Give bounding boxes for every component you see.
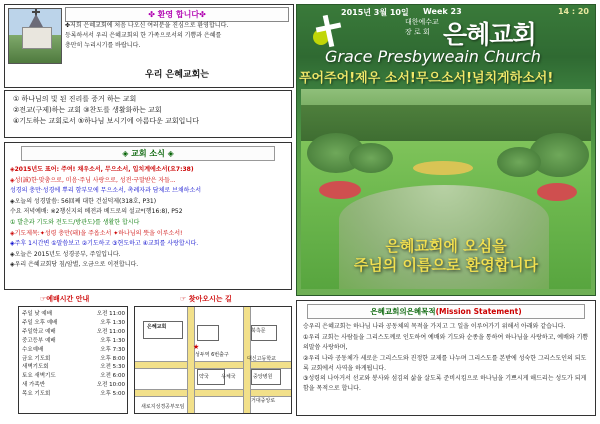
schedule-row	[22, 372, 125, 381]
schedule-time: 오후 5:00	[100, 391, 125, 398]
schedule-name: 주일학교 예배	[22, 328, 56, 335]
mission-statement-body	[297, 321, 595, 394]
mission-statement-box	[296, 300, 596, 416]
church-purpose-box	[4, 90, 292, 138]
service-schedule-table	[18, 306, 128, 414]
news-item: ◈오늘은 2015년도 성경공부, 주일입니다.	[10, 250, 121, 258]
news-item: 수요 저녁예배: ※2챙신지의 베전과 베드로의 설교*(행16:8), P52	[10, 208, 183, 216]
map-label: 북측문	[251, 328, 266, 334]
church-photo	[8, 8, 62, 64]
news-item: ◈기도제목:✦성령 충만(돼)을 주옵소서 ✦하나님의 뜻을 이루소서!	[10, 229, 183, 237]
mission-item: ②우리 나라 공동체가 세로운 그리스도와 진정한 교제를 나누며 그리스도를 본받에 성숙한 그리스도인의 되도록 교회에서 사역을 하게됩니다.	[303, 354, 587, 372]
news-item: ◈우리 은혜교회당 침/암별, 오금으로 이전합니다.	[10, 261, 139, 269]
news-item: ① 발춘과 기도와 전도드/방관도)를 생활한 합시다	[10, 218, 140, 226]
schedule-time: 오전 5:30	[100, 364, 125, 371]
map-star-icon: ★	[193, 343, 200, 351]
mission-intro: 승우리 은혜교회는 하나님 나라 공동체의 목적을 가지고 그 일을 이루어가기 위해서 아래와 같습니다.	[303, 323, 566, 330]
welcome-footer: 우리 은혜교회는	[145, 70, 209, 80]
photo-flowerbed-shape	[319, 181, 361, 199]
mission-item: ①우리 교회는 사람들을 그리스도께로 인도하여 예배와 기도와 순종을 통하여 하나님을 사랑하고, 예배와 기쁨의말씀 사랑하며,	[303, 333, 589, 351]
schedule-name: 중고등부 예배	[22, 337, 56, 344]
welcome-line: ✤저희 은혜교회에 처음 나오신 여러분을 진심으로 환영합니다.	[65, 22, 229, 29]
banner-page-numbers: 14 : 20	[557, 7, 589, 16]
photo-bush-shape	[349, 143, 393, 173]
schedule-row	[22, 310, 125, 319]
photo-flowerbed-shape	[537, 183, 577, 201]
church-name-english: Grace Presbyweain Church	[325, 47, 541, 66]
news-item: 성경의 충만·성경에 뿌리 함부모에 무으소서, 촉례자과 담체로 브채하소서	[10, 187, 202, 195]
denomination-line-2: 장 로 회	[405, 28, 430, 36]
schedule-time: 오전 6:00	[100, 373, 125, 380]
photo-bush-shape	[497, 147, 541, 177]
map-label: 중앙병원	[253, 374, 273, 380]
map-label: 우체국	[221, 374, 236, 380]
banner-header	[296, 4, 596, 296]
right-column	[296, 4, 596, 420]
overlay-line-1: 은혜교회에 오심을	[385, 237, 507, 255]
schedule-name: 주일 오후 예배	[22, 319, 58, 326]
schedule-time: 오후 8:00	[100, 355, 125, 362]
garden-photo	[301, 89, 591, 289]
schedule-row	[22, 390, 125, 399]
schedule-time: 오후 7:30	[100, 346, 125, 353]
mission-title-en: (Mission Statement)	[435, 307, 522, 316]
map-label: 성두역 6번출구	[195, 352, 229, 358]
schedule-name: 목요 기도회	[22, 391, 51, 398]
steeple-shape	[29, 14, 43, 27]
left-column	[4, 4, 294, 420]
church-news-title: ◈ 교회 소식 ◈	[21, 146, 275, 161]
mission-statement-title	[307, 304, 585, 319]
welcome-line: 충만히 누리시기를 바랍니다.	[65, 42, 141, 49]
news-item: ◈2015년도 표어: 주여! 채우소서, 무으소서, 입치계에소서(요7:38)	[10, 166, 194, 173]
schedule-name: 주일 낮 예배	[22, 311, 53, 317]
banner-verse-text: 푸어주어!제우 소서!무으소서!넘치게하소서!	[299, 71, 554, 86]
service-times-header: ☞예배시간 안내	[40, 295, 90, 303]
overlay-line-2: 주님의 이름으로 환영합니다	[353, 255, 539, 274]
purpose-line: ④기도하는 교회로서 ⑤하나님 보시기에 아름다운 교회입니다	[13, 116, 199, 125]
church-news-list	[5, 163, 291, 270]
schedule-name: 토요 새벽기도	[22, 373, 56, 380]
welcome-box	[4, 4, 294, 88]
purpose-line: ②전교(구제)하는 교회 ③찬도를 생활화하는 교회	[13, 105, 162, 114]
schedule-row	[22, 328, 125, 337]
map-road-horizontal	[135, 389, 292, 397]
banner-week: Week 23	[423, 7, 462, 16]
directions-header: ☞ 찾아오시는 길	[180, 295, 232, 303]
banner-date: 2015년 3월 10일	[341, 8, 409, 17]
map-label: 거대중앙로	[251, 398, 276, 404]
schedule-row	[22, 319, 125, 328]
cross-icon-bar	[32, 11, 40, 13]
schedule-row	[22, 363, 125, 372]
church-name-title: 은혜교회	[443, 20, 536, 49]
mission-item: ③성령의 나아거서 선교와 봉사와 섬김의 삶을 살도록 준비시킴으로 하나님을 기쁘시게 해드리는 성도가 되게 함을 목적으로 합니다.	[303, 375, 587, 393]
schedule-time: 오후 1:30	[100, 319, 125, 326]
map-road-vertical	[187, 307, 195, 414]
welcome-line: 등록하셔서 우리 은혜교회의 한 가족으로서의 기쁨과 은혜를	[65, 32, 222, 39]
welcome-header: ✤ 환영 합니다✤	[65, 7, 289, 22]
schedule-row	[22, 355, 125, 364]
location-map	[134, 306, 292, 414]
news-item: ◈성(誠)한·맞춤으로, 미음·주님 사랑으로, 성전·구말받은 자들...	[10, 176, 176, 184]
map-block	[197, 325, 219, 341]
welcome-text	[65, 21, 289, 51]
cross-logo-icon	[311, 15, 345, 49]
map-label: 새로지성경공부모임	[141, 404, 185, 410]
schedule-name: 금요 기도회	[22, 355, 51, 362]
news-item: ◈오늘의 성경말씀: 56回째 대한 건설덕제(318호, P31)	[10, 197, 157, 205]
map-road-horizontal	[135, 361, 292, 369]
map-label: 약국	[199, 374, 209, 380]
schedule-name: 수요예배	[22, 346, 44, 353]
schedule-time: 오전 11:00	[96, 311, 125, 317]
mission-title-ko: 은혜교회의은혜목적	[370, 307, 436, 316]
map-church-label: 은혜교회	[147, 324, 167, 330]
schedule-name: 새 가족반	[22, 382, 46, 389]
news-item: ◈주후 1시간변 ①말씀보고 ②기도하고 ③현도하고 ④교회를 사랑합시다.	[10, 240, 199, 248]
photo-flowerbed-shape	[413, 161, 473, 175]
denomination-line-1: 대한예수교	[405, 18, 439, 26]
photo-overlay-text	[301, 237, 591, 275]
map-label: 대신고등학교	[247, 356, 276, 362]
schedule-row	[22, 346, 125, 355]
schedule-row	[22, 337, 125, 346]
schedule-name: 새벽기도회	[22, 364, 49, 371]
church-building-shape	[22, 27, 52, 49]
schedule-time: 오전 10:00	[96, 382, 125, 389]
purpose-line: ① 하나님의 빛 된 진리를 증거 하는 교회	[13, 95, 137, 103]
schedule-row	[22, 381, 125, 390]
church-news-box	[4, 142, 292, 290]
schedule-time: 오전 11:00	[96, 328, 125, 335]
schedule-time: 오후 1:30	[100, 337, 125, 344]
